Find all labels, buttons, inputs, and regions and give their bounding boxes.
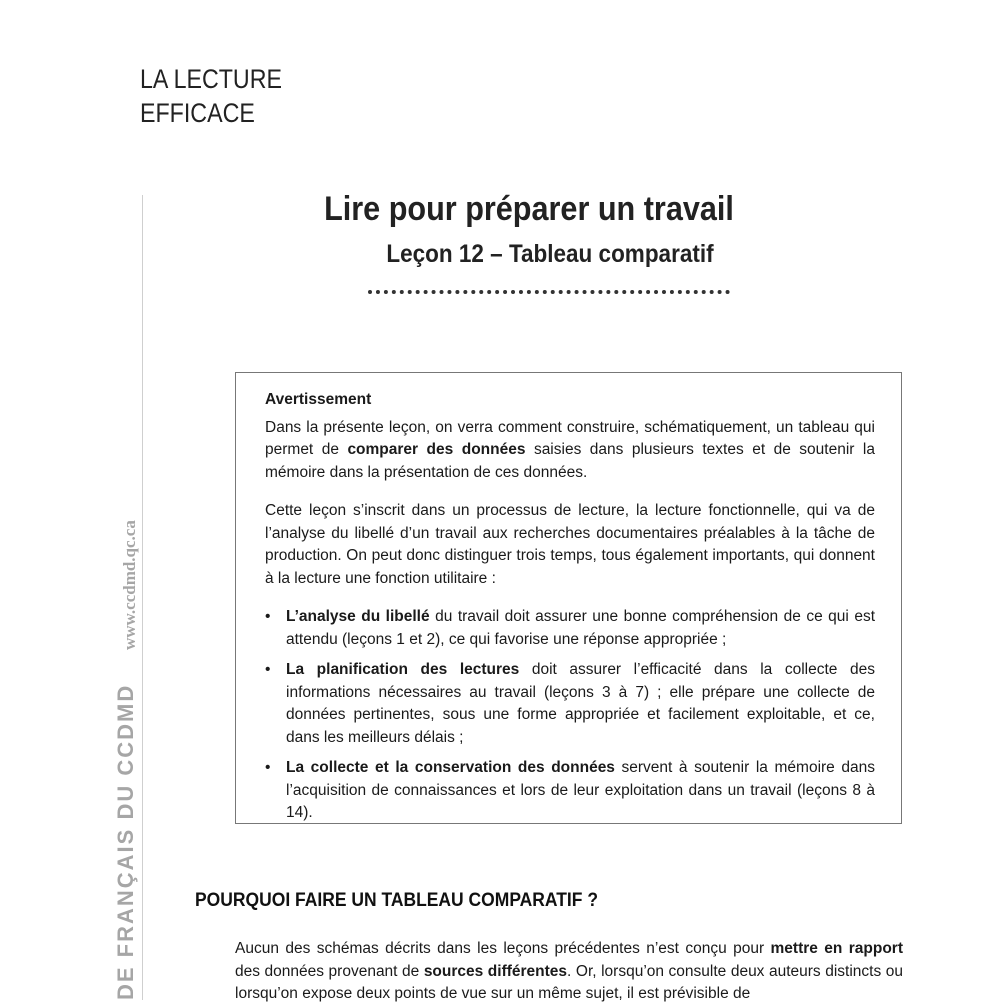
notice-paragraph-1 xyxy=(265,417,875,485)
notice-bullet-list xyxy=(265,606,875,825)
section-text-3: . Or, lorsqu’on consulte deux auteurs distincts ou lorsqu’on expose deux points de vue sur un même sujet, il est prévisible de xyxy=(235,962,903,1002)
bullet-bold: La collecte et la conservation des données xyxy=(286,759,615,776)
side-brand-text: DE FRANÇAIS DU CCDMD xyxy=(113,683,138,1000)
list-item xyxy=(265,606,875,651)
section-text-1: Aucun des schémas décrits dans les leçons précédentes n’est conçu pour xyxy=(235,940,771,957)
notice-box xyxy=(235,372,902,824)
page-subtitle: Leçon 12 – Tableau comparatif xyxy=(386,240,714,268)
series-title xyxy=(140,62,282,130)
notice-paragraph-2: Cette leçon s’inscrit dans un processus de lecture, la lecture fonctionnelle, qui va de l’analyse du libellé d’un travail aux recherches documentaires préalables à la tâche de production. On peut donc distinguer trois temps, tous également importants, qui donnent à la lecture une fonction utilitaire : xyxy=(265,502,875,587)
side-website-text: www.ccdmd.qc.ca xyxy=(120,520,139,650)
title-dotted-rule xyxy=(368,290,730,294)
notice-p1-text-a: Dans la présente leçon, on verra comment construire, schématiquement, un tableau qui permet de xyxy=(265,418,875,458)
bullet-icon: • xyxy=(265,759,271,776)
section-text-2: des données provenant de xyxy=(235,962,424,980)
series-title-line2: EFFICACE xyxy=(140,98,255,128)
list-item xyxy=(265,659,875,749)
bullet-text: servent à soutenir la mémoire dans l’acquisition de connaissances et lors de leur exploitation dans un travail (leçons 8 à 14). xyxy=(286,759,875,821)
bullet-icon: • xyxy=(265,661,271,678)
section-heading: POURQUOI FAIRE UN TABLEAU COMPARATIF ? xyxy=(195,890,599,911)
bullet-text: doit assurer l’efficacité dans la collecte des informations nécessaires au travail (leçons 3 à 7) ; elle prépare une collecte de données pertinentes, sous une forme appropriée et facilement exploitable, et ce, dans les meilleurs délais ; xyxy=(286,661,875,746)
notice-p1-text-b: saisies dans plusieurs textes et de soutenir la mémoire dans la présentation de ces données. xyxy=(265,441,875,481)
series-title-line1: LA LECTURE xyxy=(140,64,282,94)
list-item xyxy=(265,757,875,825)
margin-rule xyxy=(142,195,143,1000)
bullet-text: du travail doit assurer une bonne compréhension de ce qui est attendu (leçons 1 et 2), ce qui favorise une réponse appropriée ; xyxy=(286,608,876,648)
section-bold-2: sources différentes xyxy=(423,962,568,980)
notice-p1-bold: comparer des données xyxy=(347,441,526,458)
bullet-icon: • xyxy=(265,608,271,625)
page-title: Lire pour préparer un travail xyxy=(324,190,734,228)
section-body-paragraph xyxy=(235,938,903,1006)
notice-content xyxy=(265,389,875,833)
bullet-bold: L’analyse du libellé xyxy=(286,608,430,625)
notice-heading: Avertissement xyxy=(265,391,372,408)
section-bold-1: mettre en rapport xyxy=(770,940,903,957)
bullet-bold: La planification des lectures xyxy=(286,661,520,678)
